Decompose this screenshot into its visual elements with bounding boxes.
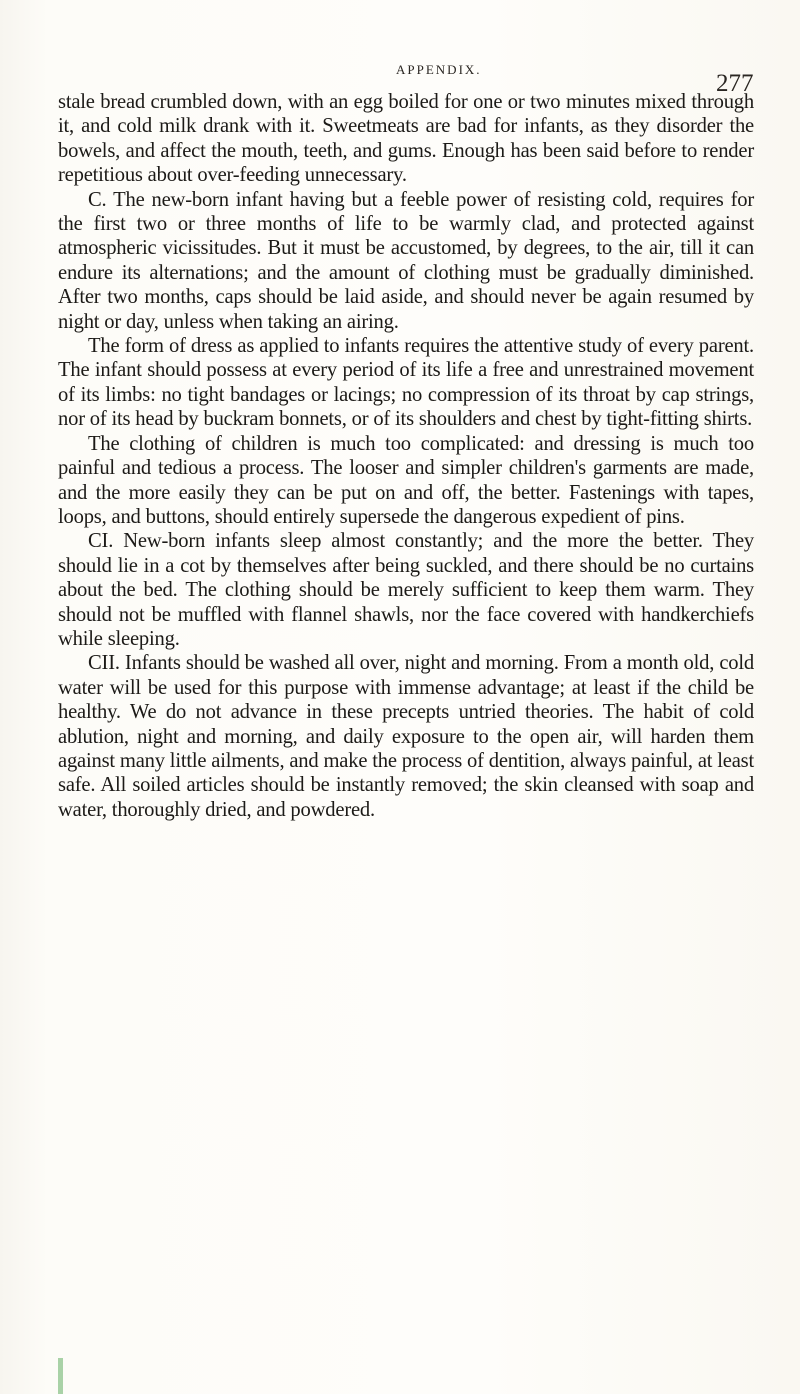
- scan-edge-mark: [58, 1358, 63, 1394]
- paragraph: C. The new-born infant having but a feeble power of resisting cold, requires for the first two or three months of life to be warmly clad, and protected against atmospheric vicissitudes. But it must be accustomed, by degrees, to the air, till it can endure its alternations; and the amount of clothing must be gradually diminished. After two months, caps should be laid aside, and should never be again resumed by night or day, unless when taking an airing.: [58, 188, 754, 333]
- running-head: APPENDIX.: [396, 62, 482, 77]
- page-number: 277: [716, 70, 754, 97]
- paragraph: CII. Infants should be washed all over, night and morning. From a month old, cold water will be used for this purpose with immense advantage; at least if the child be healthy. We do not advance in these precepts untried theories. The habit of cold ablution, night and morning, and daily exposure to the open air, will harden them against many little ailments, and make the process of dentition, always painful, at least safe. All soiled articles should be instantly removed; the skin cleansed with soap and water, thoroughly dried, and powdered.: [58, 652, 754, 821]
- body-text: [58, 90, 754, 822]
- paragraph: The clothing of children is much too complicated: and dressing is much too painful and tedious a process. The looser and simpler children's garments are made, and the more easily they can be put on and off, the better. Fastenings with tapes, loops, and buttons, should entirely supersede the dangerous expedient of pins.: [58, 432, 754, 528]
- paragraph: CI. New-born infants sleep almost constantly; and the more the better. They should lie in a cot by themselves after being suckled, and there should be no curtains about the bed. The clothing should be merely sufficient to keep them warm. They should not be muffled with flannel shawls, nor the face covered with handkerchiefs while sleeping.: [58, 530, 754, 650]
- paragraph: stale bread crumbled down, with an egg boiled for one or two minutes mixed through it, and cold milk drank with it. Sweetmeats are bad for infants, as they disorder the bowels, and affect the mouth, teeth, and gums. Enough has been said before to render repetitious about over-feeding unnecessary.: [58, 91, 754, 187]
- paragraph: The form of dress as applied to infants requires the attentive study of every parent. The infant should possess at every period of its life a free and unrestrained movement of its limbs: no tight bandages or lacings; no compression of its throat by cap strings, nor of its head by buckram bonnets, or of its shoulders and chest by tight-fitting shirts.: [58, 335, 754, 431]
